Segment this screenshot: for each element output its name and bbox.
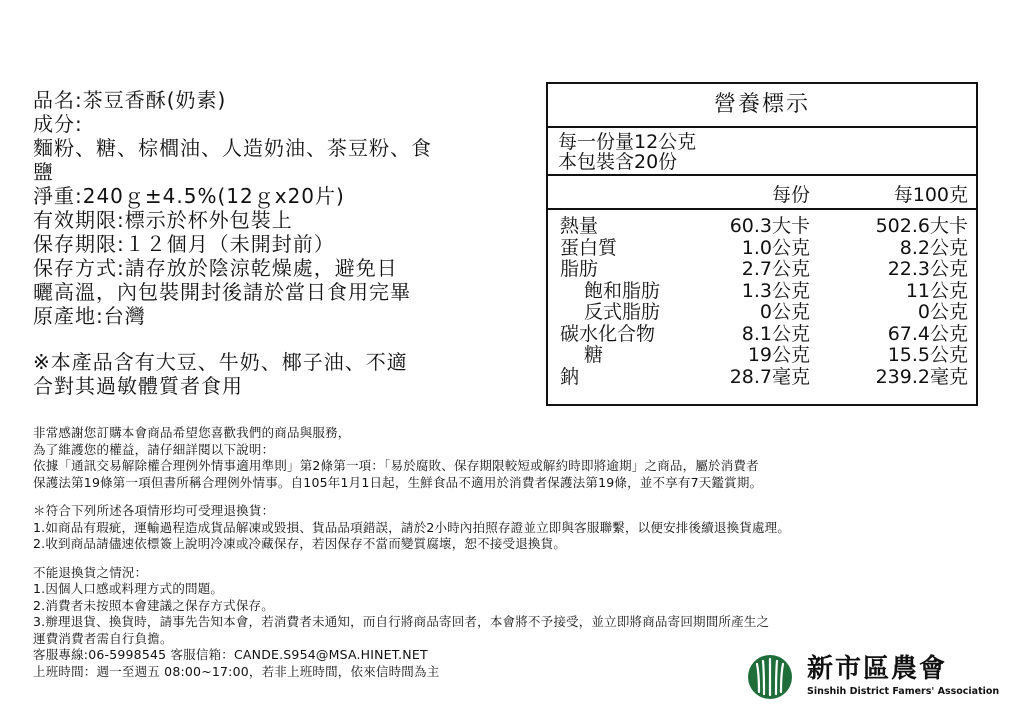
- expiry-date: 有效期限:標示於杯外包裝上: [33, 208, 293, 232]
- nutrient-per-100g: 67.4公克: [887, 322, 968, 345]
- serving-info: [548, 128, 976, 176]
- ingredients-line-2: 鹽: [33, 160, 54, 184]
- nutrient-row: [548, 302, 976, 324]
- nutrient-per-100g: 11公克: [905, 279, 968, 302]
- logo-name-english: Sinshih District Famers' Association: [807, 686, 1000, 697]
- nutrient-row: [548, 367, 976, 389]
- notice-line: 依據「通訊交易解除權合理例外情事適用準則」第2條第一項：「易於腐敗、保存期限較短或解約時即將逾期」之商品，屬於消費者: [33, 458, 759, 473]
- servings-per-pack: 本包裝含20份: [558, 151, 678, 173]
- nutrient-name: 蛋白質: [560, 236, 618, 259]
- nutrient-per-serving: 60.3大卡: [729, 215, 810, 237]
- nutrition-title: 營養標示: [548, 84, 976, 128]
- nutrient-per-serving: 0公克: [759, 301, 810, 323]
- notice-line: 1.如商品有瑕疵，運輸過程造成貨品解凍或毀損、貨品品項錯誤，請於2小時內拍照存證並立即與客服聯繫，以便安排後續退換貨處理。: [33, 519, 791, 535]
- nutrient-per-serving: 1.0公克: [741, 236, 810, 259]
- product-info: [33, 88, 513, 398]
- storage-line-1: 保存方式:請存放於陰涼乾燥處，避免日: [33, 256, 398, 280]
- nutrient-per-serving: 1.3公克: [741, 279, 810, 302]
- notice-text: [33, 425, 993, 680]
- association-logo: [747, 654, 1007, 704]
- serving-size: 每一份量12公克: [558, 131, 697, 153]
- nutrient-name: 糖: [584, 344, 604, 366]
- nutrient-per-100g: 0公克: [917, 301, 968, 323]
- notice-block-thanks: [33, 425, 993, 491]
- allergen-line-2: 合對其過敏體質者食用: [33, 374, 243, 398]
- notice-line: 上班時間：週一至週五 08:00~17:00，若非上班時間，依來信時間為主: [33, 663, 440, 679]
- nutrient-per-serving: 28.7毫克: [729, 365, 810, 388]
- nutrient-per-serving: 19公克: [747, 344, 810, 366]
- nutrient-per-100g: 15.5公克: [887, 344, 968, 366]
- notice-line: 非常感謝您訂購本會商品希望您喜歡我們的商品與服務，: [33, 425, 351, 440]
- notice-line: 運費消費者需自行負擔。: [33, 630, 173, 646]
- allergen-line-1: ※本產品含有大豆、牛奶、椰子油、不適: [33, 350, 408, 374]
- nutrient-row: [548, 345, 976, 367]
- logo-name-chinese: 新市區農會: [807, 654, 948, 684]
- column-header: [548, 176, 976, 210]
- ingredients-line-1: 麵粉、糖、棕櫚油、人造奶油、茶豆粉、食: [33, 136, 432, 160]
- nutrient-per-100g: 22.3公克: [887, 258, 968, 280]
- net-weight: 淨重:240ｇ±4.5%(12ｇx20片): [33, 184, 345, 208]
- nutrient-per-100g: 239.2毫克: [875, 365, 968, 388]
- notice-line: 2.消費者未按照本會建議之保存方式保存。: [33, 597, 274, 613]
- shelf-life: 保存期限:１２個月（未開封前）: [33, 232, 335, 256]
- nutrient-name: 脂肪: [560, 258, 599, 280]
- nutrient-name: 鈉: [560, 365, 580, 388]
- nutrient-row: [548, 324, 976, 346]
- nutrient-per-100g: 8.2公克: [899, 236, 968, 259]
- storage-line-2: 曬高溫，內包裝開封後請於當日食用完畢: [33, 280, 411, 304]
- origin: 原產地:台灣: [33, 304, 146, 328]
- notice-line: 客服專線:06-5998545 客服信箱：CANDE.S954@MSA.HINET.NET: [33, 647, 428, 662]
- nutrient-row: [548, 259, 976, 281]
- notice-line: 2.收到商品請儘速依標簽上說明冷凍或冷藏保存，若因保存不當而變質腐壞，恕不接受退換貨。: [33, 536, 567, 551]
- per-100g-header: 每100克: [893, 184, 968, 206]
- nutrient-name: 熱量: [560, 215, 599, 237]
- nutrient-row: [548, 281, 976, 303]
- notice-line: 3.辦理退貨、換貨時，請事先告知本會，若消費者未通知，而自行將商品寄回者，本會將不予接受，並立即將商品寄回期間所產生之: [33, 614, 770, 629]
- rice-field-logo-icon: [747, 654, 793, 700]
- nutrient-name: 飽和脂肪: [584, 279, 661, 302]
- nutrient-per-serving: 2.7公克: [741, 258, 810, 280]
- notice-line: 1.因個人口感或料理方式的問題。: [33, 581, 224, 596]
- nutrient-row: [548, 216, 976, 238]
- nutrient-rows: [548, 210, 976, 388]
- notice-line: ＊符合下列所述各項情形均可受理退換貨：: [33, 503, 275, 518]
- notice-line: 保護法第19條第一項但書所稱合理例外情事。自105年1月1日起，生鮮食品不適用於消費者保護法第19條，並不享有7天鑑賞期。: [33, 474, 763, 490]
- notice-line: 不能退換貨之情況：: [33, 564, 148, 580]
- nutrition-facts-table: [546, 82, 978, 406]
- per-serving-header: 每份: [771, 184, 810, 206]
- nutrient-per-100g: 502.6大卡: [875, 215, 968, 237]
- notice-line: 為了維護您的權益，請仔細詳閱以下說明：: [33, 441, 275, 457]
- nutrient-name: 反式脂肪: [584, 301, 661, 323]
- nutrient-row: [548, 238, 976, 260]
- ingredients-label: 成分:: [33, 112, 83, 136]
- nutrient-name: 碳水化合物: [560, 322, 656, 345]
- notice-block-returns: [33, 503, 993, 553]
- nutrient-per-serving: 8.1公克: [741, 322, 810, 345]
- product-name: 品名:茶豆香酥(奶素): [33, 88, 227, 112]
